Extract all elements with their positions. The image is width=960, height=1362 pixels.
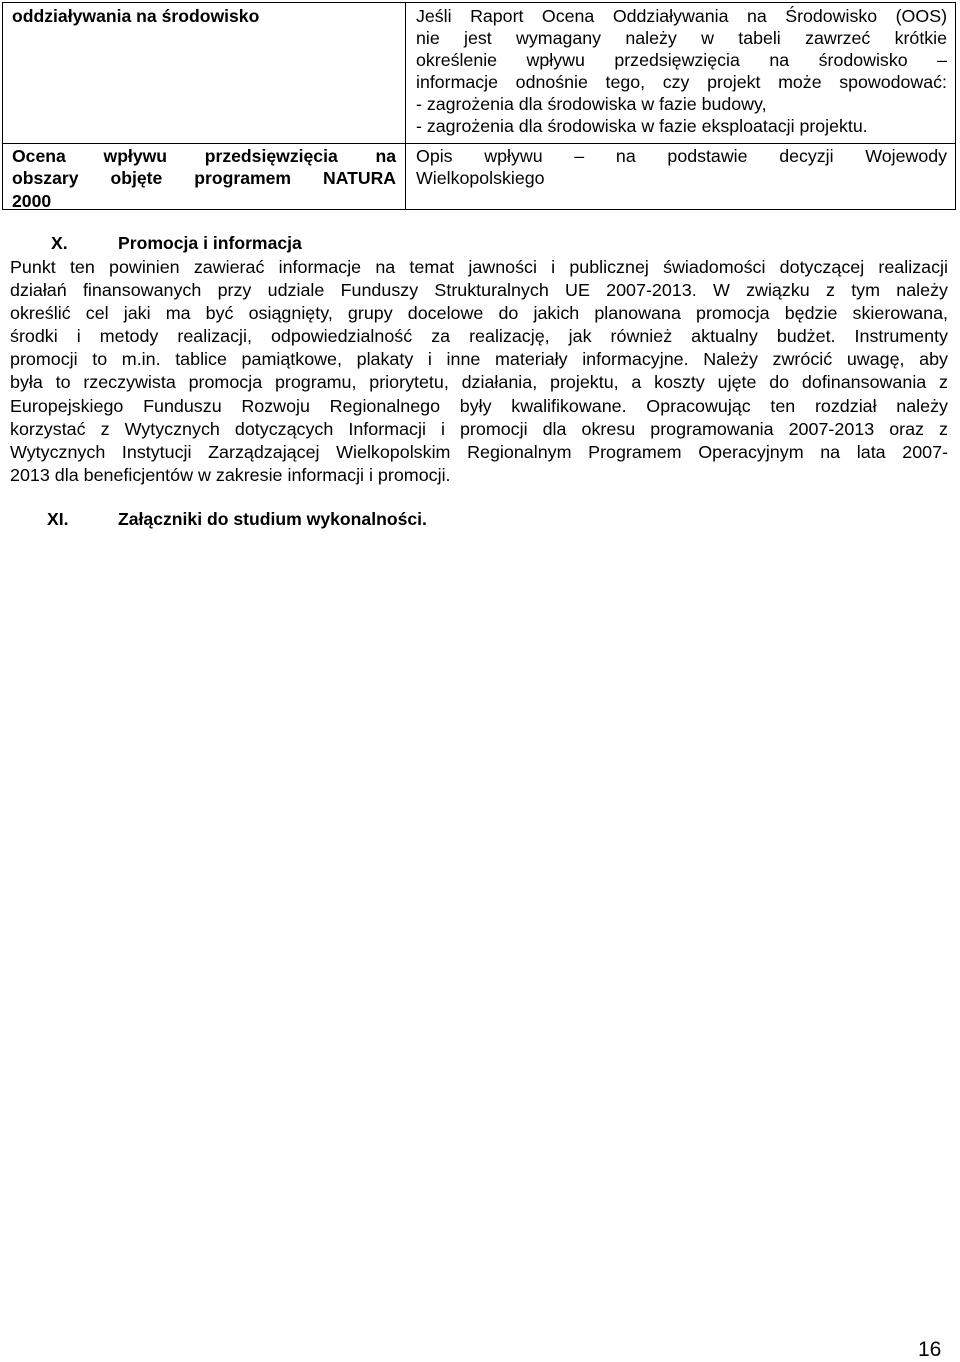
paragraph-line: promocji to m.in. tablice pamiątkowe, plakaty i inne materiały informacyjne. Należy zwrócić uwagę, aby	[10, 349, 948, 370]
row1-value-line: Jeśli Raport Ocena Oddziaływania na Środowisko (OOS)	[416, 6, 947, 26]
row2-value-line: Opis wpływu – na podstawie decyzji Wojewody	[416, 146, 947, 166]
paragraph-line: określić cel jaki ma być osiągnięty, grupy docelowe do jakich planowana promocja będzie skierowana,	[10, 303, 948, 324]
row1-value-line: określenie wpływu przedsięwzięcia na środowisko –	[416, 50, 947, 71]
row2-label-line: obszary objęte programem NATURA	[12, 168, 396, 189]
section-x-number: X.	[51, 233, 68, 253]
paragraph-line: korzystać z Wytycznych dotyczących Informacji i promocji dla okresu programowania 2007-2013 oraz z	[10, 418, 948, 439]
table-row-divider	[3, 143, 955, 144]
row1-value-line: nie jest wymagany należy w tabeli zawrzeć krótkie	[416, 28, 947, 49]
paragraph-line: Europejskiego Funduszu Rozwoju Regionalnego były kwalifikowane. Opracowując ten rozdział należy	[10, 395, 948, 416]
row1-value	[416, 5, 947, 138]
row1-label: oddziaływania na środowisko	[12, 6, 260, 26]
paragraph-line: 2013 dla beneficjentów w zakresie informacji i promocji.	[10, 464, 451, 485]
section-xi-title: Załączniki do studium wykonalności.	[118, 509, 427, 529]
row2-value	[416, 145, 947, 189]
paragraph-line: środki i metody realizacji, odpowiedzialność za realizację, jak również aktualny budżet. Instrumenty	[10, 326, 948, 347]
row2-label-line: Ocena wpływu przedsięwzięcia na	[12, 146, 396, 166]
table-column-divider	[405, 3, 406, 209]
section-x-title: Promocja i informacja	[118, 233, 302, 253]
paragraph-line: działań finansowanych przy udziale Funduszy Strukturalnych UE 2007-2013. W związku z tym należy	[10, 280, 948, 301]
row2-label-line: 2000	[12, 190, 52, 211]
page-number: 16	[918, 1338, 942, 1361]
section-x-paragraph	[10, 256, 948, 487]
row2-value-line: Wielkopolskiego	[416, 168, 545, 189]
paragraph-line: Wytycznych Instytucji Zarządzającej Wielkopolskim Regionalnym Programem Operacyjnym na lata 2007-	[10, 441, 948, 462]
section-xi-number: XI.	[47, 509, 69, 529]
paragraph-line: Punkt ten powinien zawierać informacje na temat jawności i publicznej świadomości dotyczącej realizacji	[10, 257, 948, 277]
row1-value-line: - zagrożenia dla środowiska w fazie budowy,	[416, 94, 767, 115]
row1-value-line: - zagrożenia dla środowiska w fazie eksploatacji projektu.	[416, 116, 868, 137]
paragraph-line: była to rzeczywista promocja programu, priorytetu, działania, projektu, a koszty ujęte do dofinansowania z	[10, 372, 948, 393]
row1-value-line: informacje odnośnie tego, czy projekt może spowodować:	[416, 72, 947, 93]
environment-impact-table	[2, 2, 956, 210]
row2-label	[12, 145, 396, 212]
